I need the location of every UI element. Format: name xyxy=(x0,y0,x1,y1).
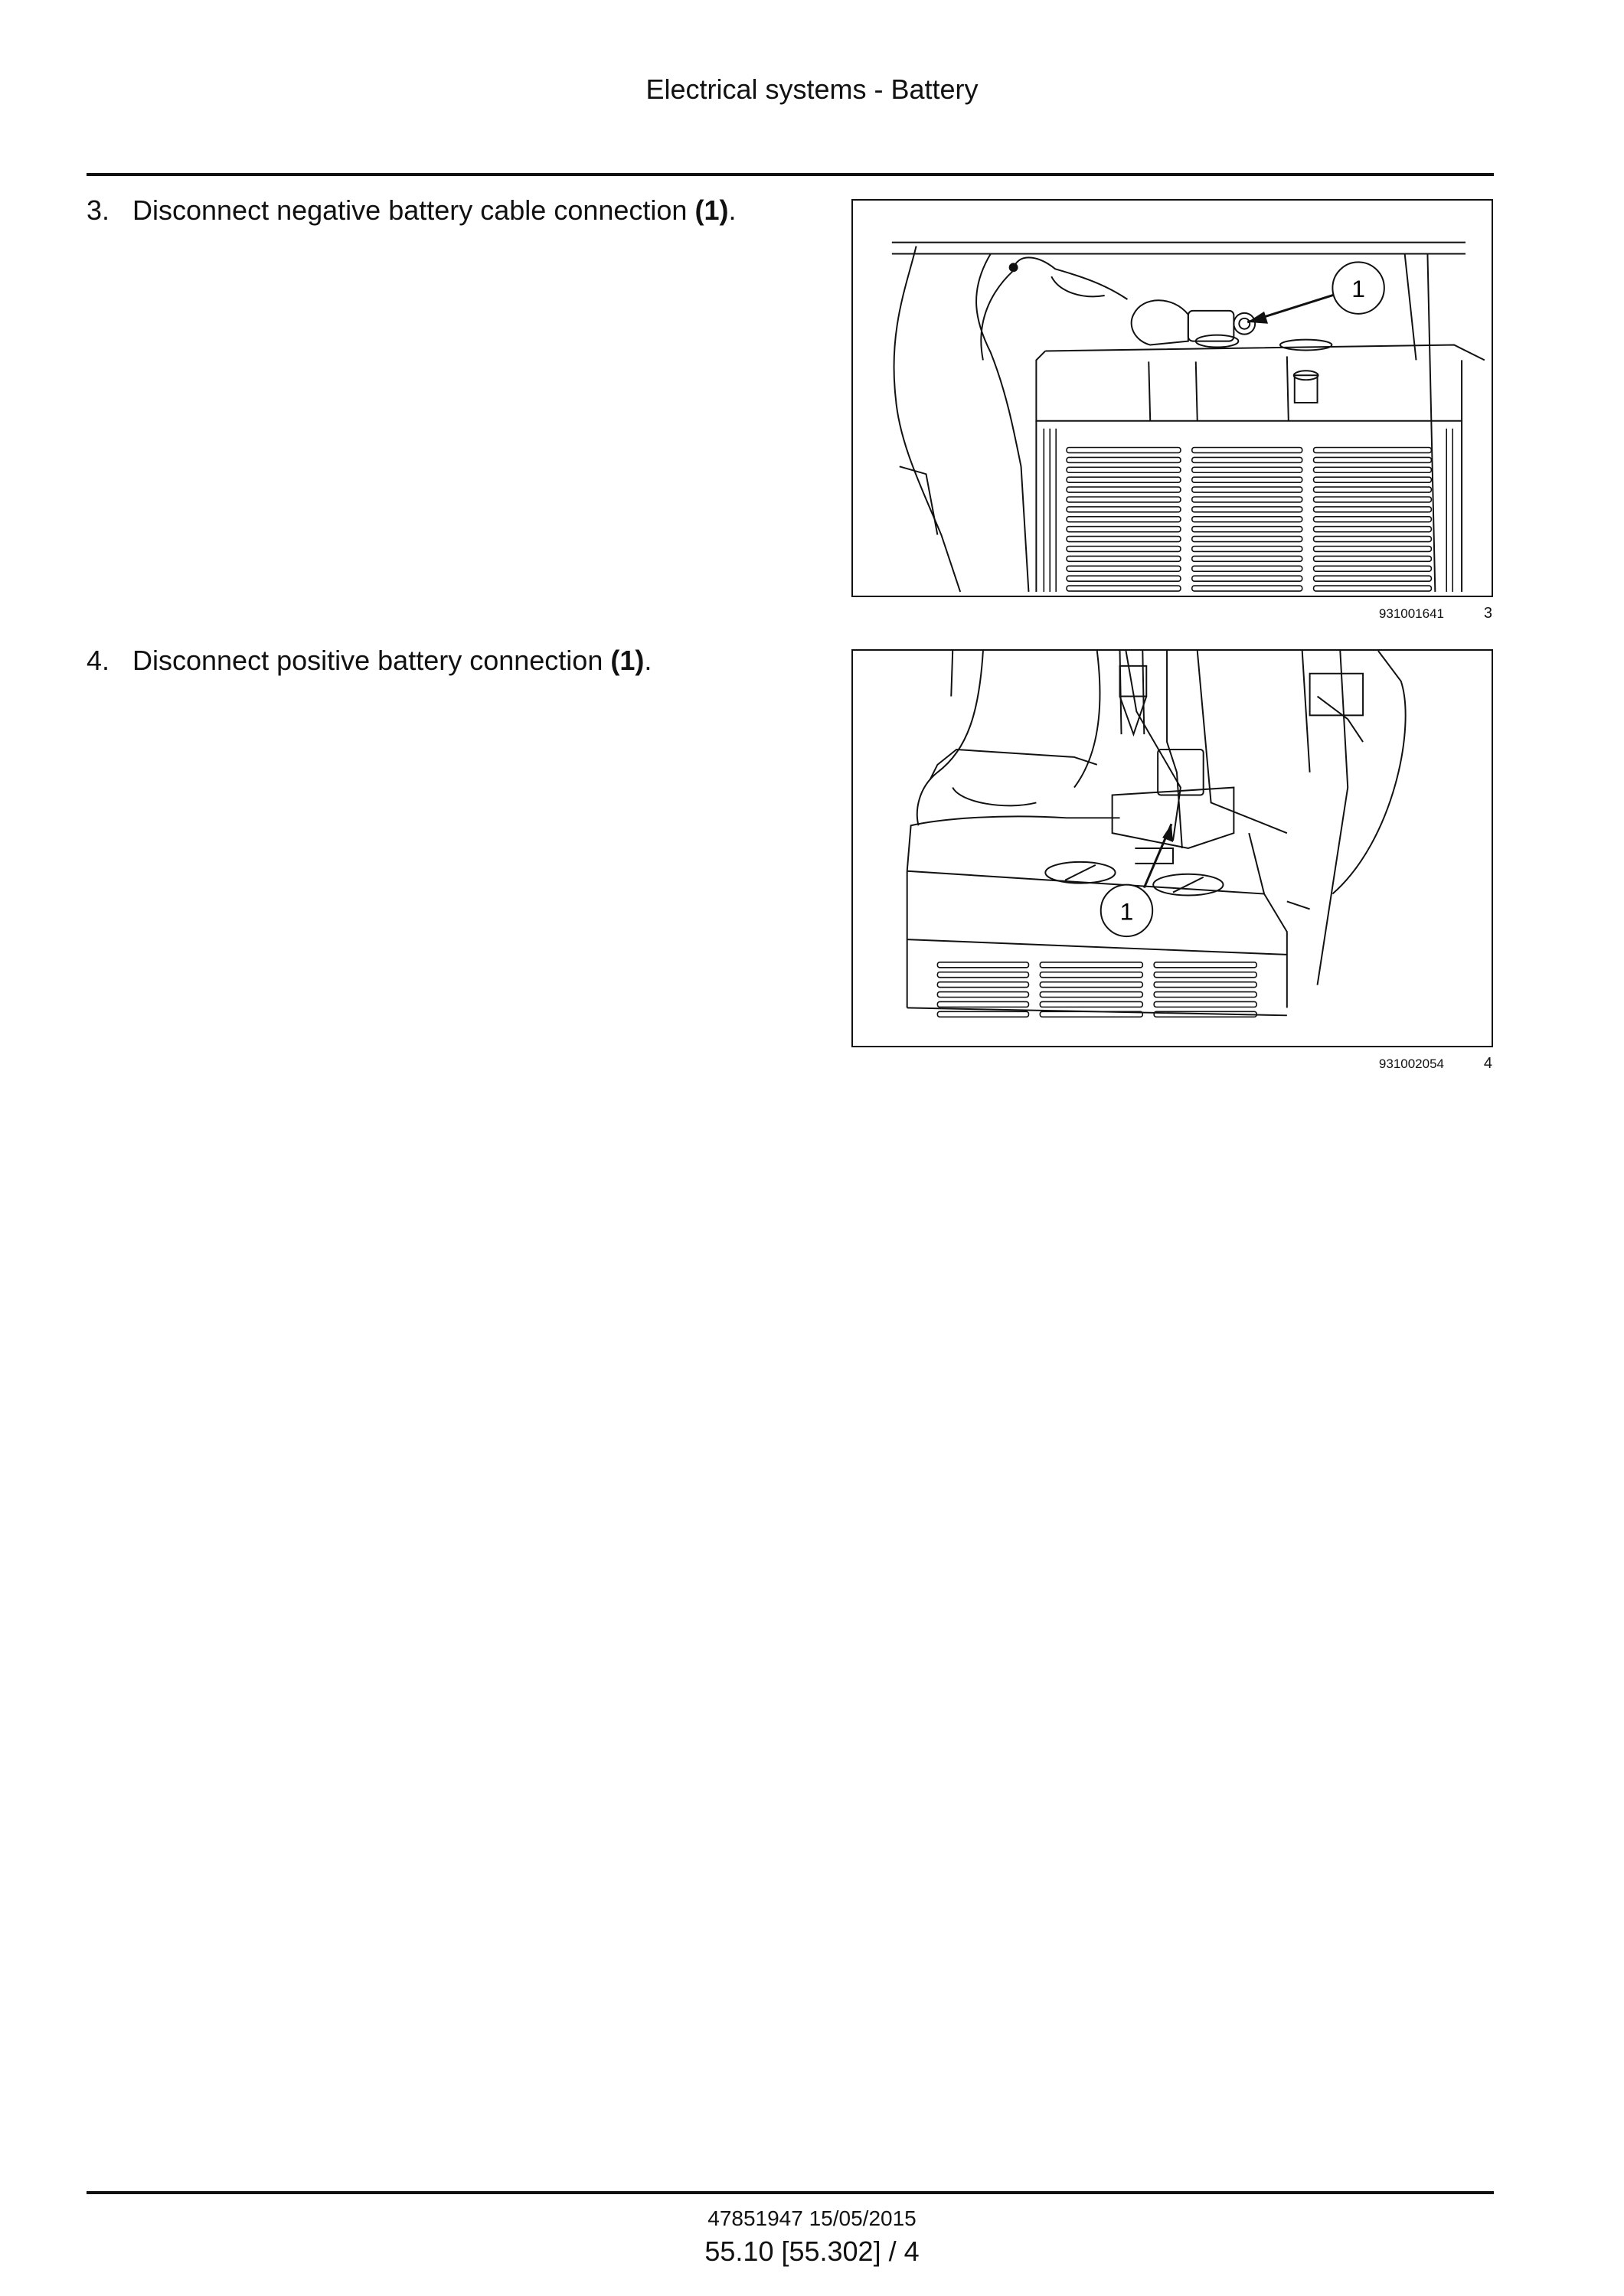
grille-slat xyxy=(1067,497,1181,502)
step-text: Disconnect negative battery cable connection xyxy=(132,194,695,226)
grille-slat xyxy=(1192,457,1302,462)
grille-slat xyxy=(1067,487,1181,492)
illustration-positive-terminal xyxy=(853,651,1492,1046)
grille-slat xyxy=(1040,982,1142,988)
grille-slat xyxy=(1192,547,1302,552)
grille-slat xyxy=(1192,537,1302,542)
grille-slat xyxy=(1067,566,1181,571)
figure-positive-terminal xyxy=(851,649,1493,1047)
grille-slat xyxy=(1192,556,1302,561)
grille-slat xyxy=(1192,487,1302,492)
grille-slat xyxy=(1040,1001,1142,1007)
grille-slat xyxy=(1067,507,1181,512)
step-3 xyxy=(87,194,736,227)
grille-slat xyxy=(1154,992,1256,998)
footer-rule xyxy=(87,2191,1494,2194)
grille-slat xyxy=(1314,487,1432,492)
grille-slat xyxy=(1040,992,1142,998)
step-callout: (1) xyxy=(610,645,645,676)
grille-slat xyxy=(937,982,1028,988)
grille-slat xyxy=(1192,586,1302,591)
grille-slat xyxy=(1192,507,1302,512)
svg-text:1: 1 xyxy=(1119,897,1134,926)
grille-slat xyxy=(937,1001,1028,1007)
grille-slat xyxy=(1314,566,1432,571)
grille-slat xyxy=(1040,972,1142,978)
figure-number: 3 xyxy=(1483,605,1492,622)
grille-slat xyxy=(1192,497,1302,502)
grille-slat xyxy=(1154,962,1256,968)
grille-slat xyxy=(1067,477,1181,482)
grille-slat xyxy=(1040,962,1142,968)
step-callout: (1) xyxy=(694,194,729,226)
page-header-title: Electrical systems - Battery xyxy=(645,73,979,105)
step-end: . xyxy=(728,194,737,226)
grille-slat xyxy=(1314,576,1432,581)
grille-slat xyxy=(1067,457,1181,462)
grille-slat xyxy=(1192,576,1302,581)
grille-slat xyxy=(1314,527,1432,532)
step-number: 4. xyxy=(87,645,110,676)
step-text: Disconnect positive battery connection xyxy=(132,645,611,676)
svg-text:1: 1 xyxy=(1351,275,1365,303)
footer-page-reference: 55.10 [55.302] / 4 xyxy=(704,2236,920,2267)
grille-slat xyxy=(1314,457,1432,462)
illustration-negative-terminal xyxy=(853,201,1492,596)
grille-slat xyxy=(1314,497,1432,502)
grille-slat xyxy=(1154,1001,1256,1007)
radiator-grille xyxy=(1067,448,1431,592)
grille-slat xyxy=(1067,467,1181,472)
grille-slat xyxy=(1192,467,1302,472)
header-rule xyxy=(87,173,1494,176)
grille-slat xyxy=(1314,537,1432,542)
grille-slat xyxy=(1192,477,1302,482)
grille-slat xyxy=(1154,972,1256,978)
grille-slat xyxy=(1314,586,1432,591)
grille-slat xyxy=(1314,517,1432,522)
grille-slat xyxy=(1067,547,1181,552)
grille-slat xyxy=(1067,556,1181,561)
step-end: . xyxy=(644,645,652,676)
grille-slat xyxy=(1067,537,1181,542)
grille-slat xyxy=(1314,448,1432,453)
callout-positive-1 xyxy=(1101,824,1173,936)
callout-negative-1 xyxy=(1247,262,1384,323)
grille-slat xyxy=(937,992,1028,998)
step-number: 3. xyxy=(87,194,110,226)
grille-slat xyxy=(937,972,1028,978)
grille-slat xyxy=(1314,556,1432,561)
grille-slat xyxy=(1192,566,1302,571)
grille-slat xyxy=(1067,527,1181,532)
grille-slat xyxy=(937,962,1028,968)
grille-slat xyxy=(1314,467,1432,472)
grille-slat xyxy=(1192,517,1302,522)
figure-negative-terminal xyxy=(851,199,1493,597)
step-4 xyxy=(87,645,652,677)
grille-slat xyxy=(1067,448,1181,453)
footer-document-reference: 47851947 15/05/2015 xyxy=(707,2206,917,2230)
grille-slat xyxy=(1314,547,1432,552)
grille-slat xyxy=(1067,576,1181,581)
grille-slat xyxy=(937,1011,1028,1017)
figure-code: 931001641 xyxy=(1378,606,1444,621)
figure-code: 931002054 xyxy=(1378,1057,1444,1071)
grille-slat xyxy=(1154,982,1256,988)
grille-slat xyxy=(1314,477,1432,482)
grille-slat xyxy=(1192,527,1302,532)
grille-slat xyxy=(1067,586,1181,591)
grille-slat xyxy=(1192,448,1302,453)
grille-slat xyxy=(1314,507,1432,512)
grille-slat xyxy=(1067,517,1181,522)
figure-number: 4 xyxy=(1483,1055,1492,1072)
